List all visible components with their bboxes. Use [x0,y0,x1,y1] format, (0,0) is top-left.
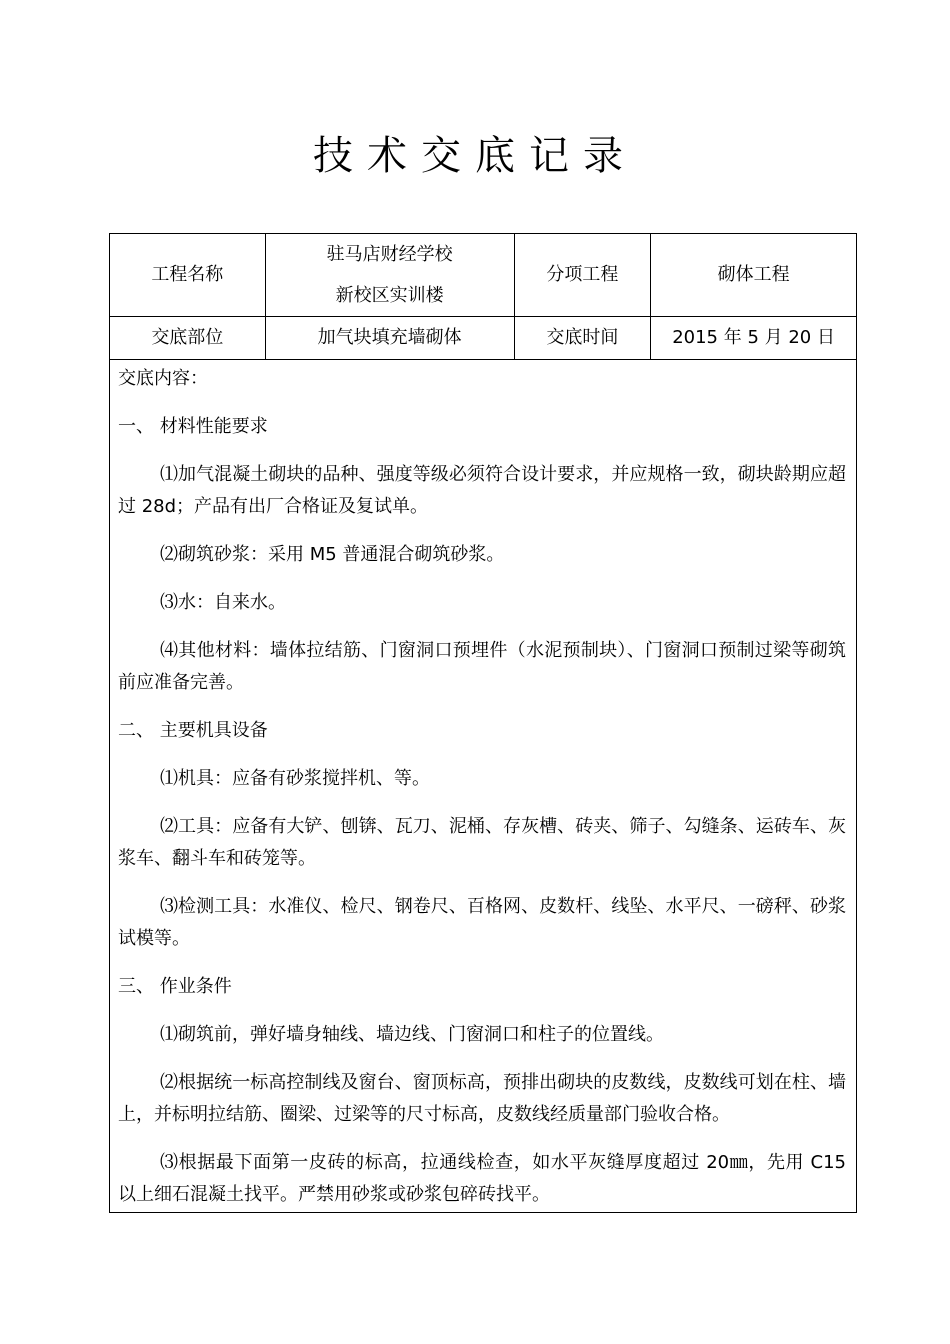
list-item: ⑴砌筑前，弹好墙身轴线、墙边线、门窗洞口和柱子的位置线。 [160,1024,664,1045]
record-table [109,233,857,1213]
table-row [110,360,857,1213]
table-row [110,234,857,317]
list-item: ⑶检测工具：水准仪、检尺、钢卷尺、百格网、皮数杆、线坠、水平尺、一磅秤、砂浆试模等。 [118,896,846,949]
content-intro: 交底内容： [118,368,208,389]
section-heading-materials: 一、 材料性能要求 [118,416,268,437]
project-name-label: 工程名称 [110,234,266,317]
section-heading-conditions: 三、 作业条件 [118,976,232,997]
list-item: ⑷其他材料：墙体拉结筋、门窗洞口预埋件（水泥预制块）、门窗洞口预制过梁等砌筑前应准备完善。 [118,640,846,693]
content-cell [110,360,857,1213]
list-item: ⑶水：自来水。 [160,592,286,613]
location-label: 交底部位 [110,317,266,360]
list-item: ⑵工具：应备有大铲、刨锛、瓦刀、泥桶、存灰槽、砖夹、筛子、勾缝条、运砖车、灰浆车、翻斗车和砖笼等。 [118,816,846,869]
project-name-line-2: 新校区实训楼 [335,285,444,306]
date-value: 2015 年 5 月 20 日 [651,317,857,360]
subproject-label: 分项工程 [514,234,651,317]
date-label: 交底时间 [514,317,651,360]
list-item: ⑶根据最下面第一皮砖的标高，拉通线检查，如水平灰缝厚度超过 20㎜，先用 C15 以上细石混凝土找平。严禁用砂浆或砂浆包碎砖找平。 [118,1152,846,1205]
project-name-line-1: 驻马店财经学校 [326,244,453,265]
project-name-value [265,234,514,317]
table-row [110,317,857,360]
list-item: ⑵根据统一标高控制线及窗台、窗顶标高，预排出砌块的皮数线，皮数线可划在柱、墙上，并标明拉结筋、圈梁、过梁等的尺寸标高，皮数线经质量部门验收合格。 [118,1072,846,1125]
document-title: 技术交底记录 [313,133,637,179]
section-heading-equipment: 二、 主要机具设备 [118,720,268,741]
list-item: ⑵砌筑砂浆：采用 M5 普通混合砌筑砂浆。 [160,544,505,565]
list-item: ⑴机具：应备有砂浆搅拌机、等。 [160,768,430,789]
list-item: ⑴加气混凝土砌块的品种、强度等级必须符合设计要求，并应规格一致，砌块龄期应超过 28d；产品有出厂合格证及复试单。 [118,464,846,517]
location-value: 加气块填充墙砌体 [265,317,514,360]
subproject-value: 砌体工程 [651,234,857,317]
content-body [118,360,856,1211]
